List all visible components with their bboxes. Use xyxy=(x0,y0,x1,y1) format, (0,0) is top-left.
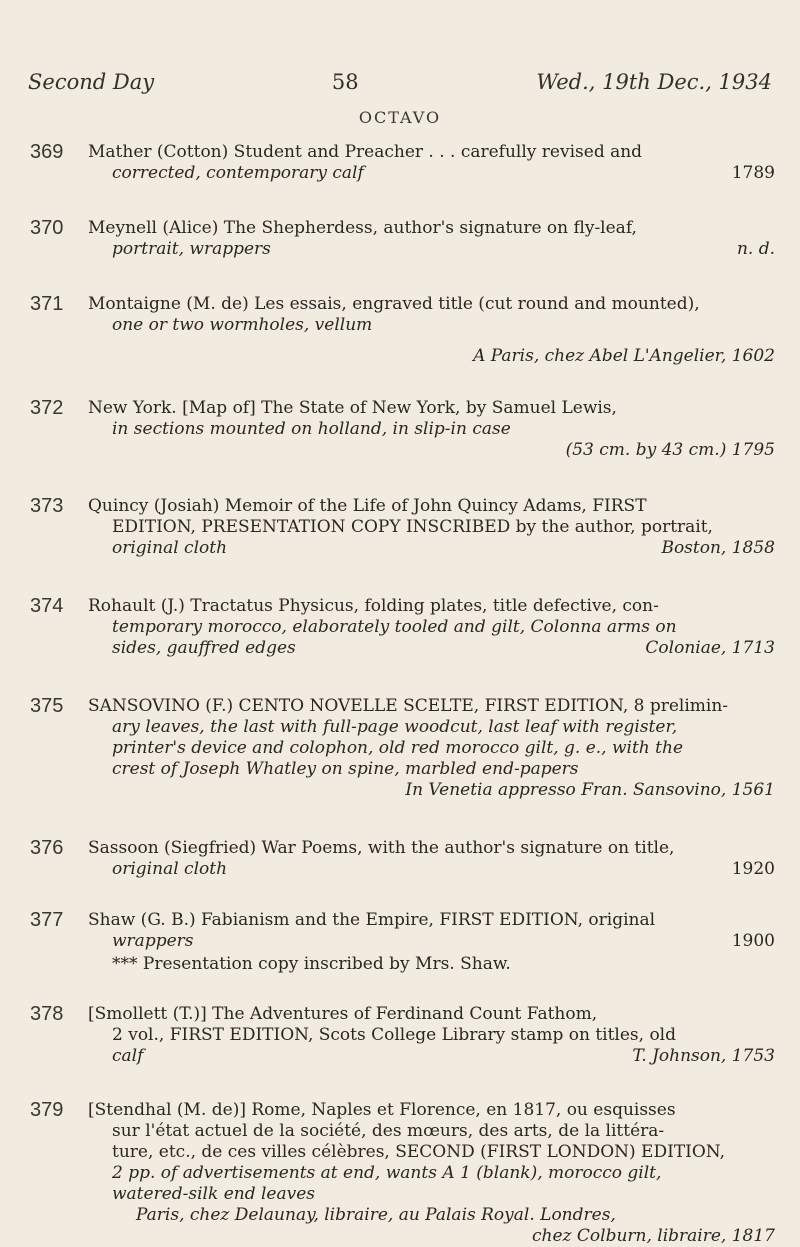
lot-description xyxy=(88,596,775,659)
lot-description xyxy=(88,398,775,461)
lot-line: ary leaves, the last with full-page woodcut, last leaf with register, xyxy=(112,717,678,737)
lot-description xyxy=(88,910,775,975)
lot-number: 374 xyxy=(30,595,64,617)
lot-line: [Stendhal (M. de)] Rome, Naples et Florence, en 1817, ou esquisses xyxy=(88,1100,676,1120)
lot-imprint: A Paris, chez Abel L'Angelier, 1602 xyxy=(473,346,775,366)
lot-line: 2 pp. of advertisements at end, wants A 1 (blank), morocco gilt, xyxy=(112,1163,662,1183)
lot-line: calf xyxy=(112,1046,144,1066)
lot-imprint: chez Colburn, libraire, 1817 xyxy=(532,1226,775,1246)
lot-description xyxy=(88,696,775,801)
lot-line: crest of Joseph Whatley on spine, marbled end-papers xyxy=(112,759,579,779)
header-date: Wed., 19th Dec., 1934 xyxy=(536,70,772,94)
lot-line: watered-silk end leaves xyxy=(112,1184,316,1204)
lot-number: 370 xyxy=(30,217,64,239)
lot-number: 377 xyxy=(30,909,64,931)
lot-note: *** Presentation copy inscribed by Mrs. Shaw. xyxy=(112,954,511,974)
lot-entry-379 xyxy=(30,1100,785,1247)
lot-description xyxy=(88,838,775,880)
section-title: OCTAVO xyxy=(358,108,442,127)
lot-line: original cloth xyxy=(112,538,228,558)
lot-number: 375 xyxy=(30,695,64,717)
running-header xyxy=(28,70,772,94)
lot-line: printer's device and colophon, old red morocco gilt, g. e., with the xyxy=(112,738,684,758)
lot-imprint: Paris, chez Delaunay, libraire, au Palais Royal. Londres, xyxy=(136,1205,616,1225)
lot-line: SANSOVINO (F.) CENTO NOVELLE SCELTE, FIRST EDITION, 8 prelimin- xyxy=(88,696,729,716)
lot-number: 379 xyxy=(30,1099,64,1121)
lot-entry-375 xyxy=(30,696,785,801)
lot-line: temporary morocco, elaborately tooled and gilt, Colonna arms on xyxy=(112,617,677,637)
lot-line: sur l'état actuel de la société, des mœurs, des arts, de la littéra- xyxy=(112,1121,665,1141)
lot-entry-377 xyxy=(30,910,785,975)
header-day: Second Day xyxy=(28,70,155,94)
lot-imprint: T. Johnson, 1753 xyxy=(632,1046,775,1066)
lot-line: original cloth xyxy=(112,859,228,879)
lot-imprint: Coloniae, 1713 xyxy=(645,638,775,658)
lot-line: in sections mounted on holland, in slip-in case xyxy=(112,419,511,439)
lot-line: Sassoon (Siegfried) War Poems, with the author's signature on title, xyxy=(88,838,675,858)
lot-entry-373 xyxy=(30,496,785,559)
lot-line: 2 vol., FIRST EDITION, Scots College Library stamp on titles, old xyxy=(112,1025,677,1045)
lot-line: portrait, wrappers xyxy=(112,239,271,259)
lot-description xyxy=(88,1100,775,1247)
lot-entry-376 xyxy=(30,838,785,880)
lot-imprint: In Venetia appresso Fran. Sansovino, 1561 xyxy=(405,780,775,800)
lot-line: Meynell (Alice) The Shepherdess, author's signature on fly-leaf, xyxy=(88,218,637,238)
lot-number: 369 xyxy=(30,141,64,163)
lot-line: EDITION, PRESENTATION COPY INSCRIBED by the author, portrait, xyxy=(112,517,713,537)
lot-imprint: (53 cm. by 43 cm.) 1795 xyxy=(565,440,775,460)
lot-entry-372 xyxy=(30,398,785,461)
lot-imprint: Boston, 1858 xyxy=(661,538,775,558)
lot-number: 373 xyxy=(30,495,64,517)
lot-description xyxy=(88,294,775,367)
lot-entry-374 xyxy=(30,596,785,659)
lot-number: 371 xyxy=(30,293,64,315)
lot-number: 378 xyxy=(30,1003,64,1025)
lot-description xyxy=(88,142,775,184)
lot-line: Mather (Cotton) Student and Preacher . . . carefully revised and xyxy=(88,142,643,162)
lot-entry-371 xyxy=(30,294,785,367)
lot-line: ture, etc., de ces villes célèbres, SECOND (FIRST LONDON) EDITION, xyxy=(112,1142,725,1162)
lot-line: corrected, contemporary calf xyxy=(112,163,364,183)
lot-line: one or two wormholes, vellum xyxy=(112,315,373,335)
lot-date: 1789 xyxy=(731,163,775,183)
lot-line: Montaigne (M. de) Les essais, engraved title (cut round and mounted), xyxy=(88,294,700,314)
lot-description xyxy=(88,1004,775,1067)
lot-entry-378 xyxy=(30,1004,785,1067)
lot-line: Shaw (G. B.) Fabianism and the Empire, FIRST EDITION, original xyxy=(88,910,656,930)
lot-line: Rohault (J.) Tractatus Physicus, folding plates, title defective, con- xyxy=(88,596,659,616)
lot-line: [Smollett (T.)] The Adventures of Ferdinand Count Fathom, xyxy=(88,1004,598,1024)
lot-line: New York. [Map of] The State of New York, by Samuel Lewis, xyxy=(88,398,617,418)
lot-date: n. d. xyxy=(736,239,775,259)
lot-number: 376 xyxy=(30,837,64,859)
lot-line: sides, gauffred edges xyxy=(112,638,296,658)
page-number: 58 xyxy=(331,70,359,94)
lot-line: Quincy (Josiah) Memoir of the Life of John Quincy Adams, FIRST xyxy=(88,496,647,516)
lot-number: 372 xyxy=(30,397,64,419)
lot-date: 1920 xyxy=(731,859,775,879)
lot-date: 1900 xyxy=(731,931,775,951)
lot-entry-369 xyxy=(30,142,785,184)
lot-entry-370 xyxy=(30,218,785,260)
lot-line: wrappers xyxy=(112,931,194,951)
lot-description xyxy=(88,218,775,260)
lot-description xyxy=(88,496,775,559)
